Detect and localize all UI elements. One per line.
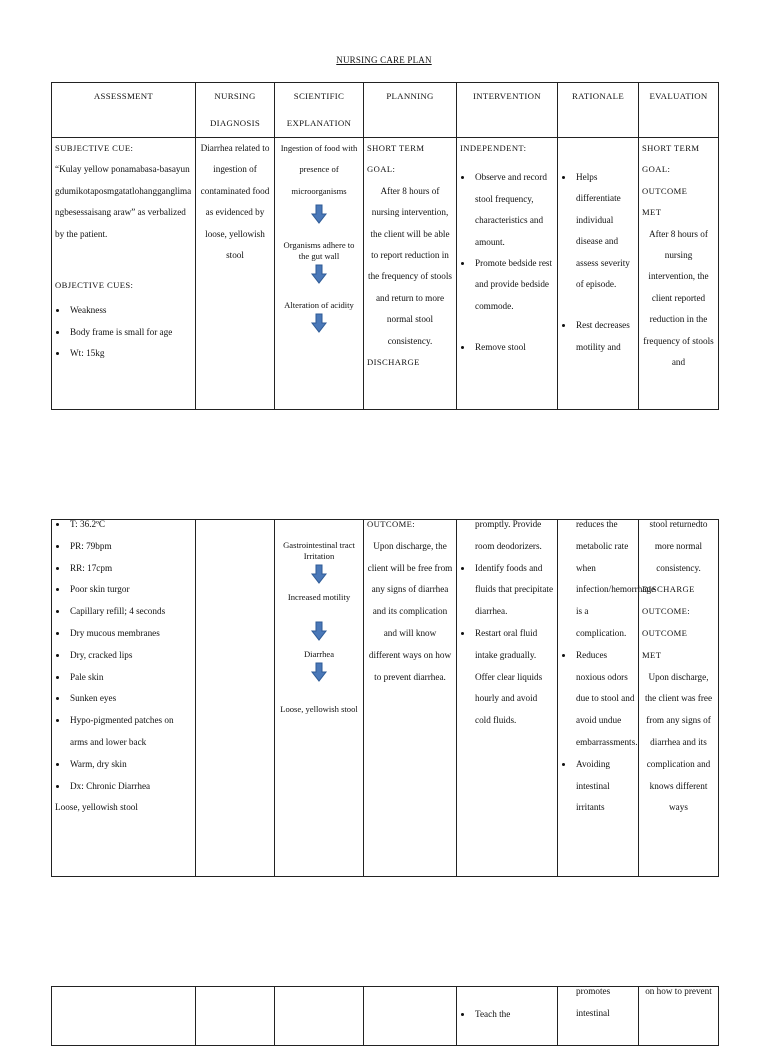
evaluation-text: After 8 hours of nursing intervention, the client reported reduction in the frequency of stools and	[643, 228, 714, 368]
rationale-cell	[558, 138, 639, 410]
list-item: • RR: 17cpm	[68, 558, 192, 580]
list-item: • Teach the	[473, 1004, 554, 1026]
rationale-list	[561, 167, 635, 358]
planning-cell	[364, 138, 457, 410]
discharge-label: DISCHARGE	[367, 357, 420, 368]
evaluation-cell	[639, 520, 719, 877]
eval-label: SHORT TERM	[642, 143, 700, 153]
subjective-cue-label: SUBJECTIVE CUE:	[55, 143, 134, 153]
header-assessment: ASSESSMENT	[52, 83, 196, 138]
diagnosis-cell	[196, 138, 275, 410]
planning-outcome-text: Upon discharge, the client will be free from any signs of diarrhea and its complication and will know different ways on how to prevent diarrhea.	[367, 540, 453, 682]
planning-cell	[364, 520, 457, 877]
down-arrow-icon	[312, 205, 326, 223]
eval-label: MET	[642, 207, 662, 218]
assessment-cell	[52, 138, 196, 410]
list-item: • Capillary refill; 4 seconds	[68, 601, 192, 623]
sci-step: Ingestion of food with presence of microorganisms	[280, 143, 358, 196]
eval-label: OUTCOME:	[642, 606, 691, 617]
eval-label: MET	[642, 649, 662, 660]
list-item: • Dry mucous membranes	[68, 623, 192, 645]
list-item: • T: 36.2ºC	[68, 514, 192, 536]
table-row	[52, 987, 719, 1046]
list-item: • Wt: 15kg	[68, 343, 192, 364]
list-item: • Pale skin	[68, 667, 192, 689]
list-item: • Identify foods and fluids that precipitate diarrhea.	[473, 558, 554, 623]
rationale-list	[561, 645, 638, 819]
list-item: • Remove stool	[473, 337, 554, 358]
list-item: • Hypo-pigmented patches on arms and lower back	[68, 710, 192, 754]
down-arrow-icon	[312, 314, 326, 332]
intervention-lead: promptly. Provide room deodorizers.	[475, 519, 542, 551]
diagnosis-cell-empty	[196, 987, 275, 1046]
list-item: • Avoiding intestinal irritants	[574, 754, 635, 819]
list-item: • Dry, cracked lips	[68, 645, 192, 667]
list-item: • Warm, dry skin	[68, 754, 192, 776]
rationale-cell	[558, 519, 656, 877]
intervention-cell	[457, 520, 558, 877]
sci-step: Gastrointestinal tract Irritation	[283, 540, 355, 561]
list-item: • Helps differentiate individual disease and assess severity of episode.	[574, 167, 635, 295]
short-term-goal-label: SHORT TERM GOAL:	[367, 143, 425, 175]
list-item: • Promote bedside rest and provide bedside commode.	[473, 253, 554, 317]
evaluation-cell	[639, 987, 719, 1046]
evaluation-text: Upon discharge, the client was free from any signs of diarrhea and its complication and knows different ways	[644, 671, 713, 813]
outcome-label: OUTCOME:	[367, 519, 416, 529]
list-item: • Observe and record stool frequency, characteristics and amount.	[473, 167, 554, 253]
subjective-quote: “Kulay yellow ponamabasa-basayungdumikotaposmgatatlohangganglimangbesessaisang araw” as verbalized by the patient.	[55, 164, 192, 239]
independent-label: INDEPENDENT:	[460, 143, 527, 153]
list-item: • Dx: Chronic Diarrhea	[68, 776, 192, 798]
scientific-cell-empty	[275, 987, 364, 1046]
header-scientific-explanation: SCIENTIFIC EXPLANATION	[275, 83, 364, 138]
down-arrow-icon	[312, 265, 326, 283]
sci-step: Increased motility	[287, 592, 351, 602]
evaluation-cell	[639, 138, 719, 410]
rationale-cell	[558, 987, 639, 1046]
down-arrow-icon	[312, 622, 326, 640]
down-arrow-icon	[312, 565, 326, 583]
sci-step: Alteration of acidity	[284, 300, 354, 311]
list-item: • Body frame is small for age	[68, 322, 192, 343]
eval-label: OUTCOME	[642, 627, 688, 638]
objective-cues-list	[55, 300, 192, 364]
diagnosis-cell-empty	[196, 520, 275, 877]
diagnosis-text: Diarrhea related to ingestion of contaminated food as evidenced by loose, yellowish stool	[200, 143, 270, 261]
sci-step: Diarrhea	[303, 649, 335, 659]
scientific-cell	[275, 520, 364, 877]
assessment-tail: Loose, yellowish stool	[55, 802, 138, 813]
care-plan-table-1	[51, 82, 719, 410]
intervention-cell	[457, 987, 558, 1046]
evaluation-lead: on how to prevent	[645, 986, 712, 996]
list-item: • Poor skin turgor	[68, 579, 192, 601]
table-row	[52, 138, 719, 410]
document-title: NURSING CARE PLAN	[336, 55, 432, 65]
header-row	[52, 83, 719, 138]
short-term-goal-text: After 8 hours of nursing intervention, the client will be able to report reduction in the frequency of stools and return to more normal stool consistency.	[368, 185, 452, 346]
down-arrow-icon	[312, 663, 326, 681]
list-item: • Reduces noxious odors due to stool and avoid undue embarrassments.	[574, 645, 635, 754]
rationale-lead: promotes intestinal	[576, 986, 611, 1018]
vital-signs-list	[55, 514, 192, 797]
header-planning: PLANNING	[364, 83, 457, 138]
intervention-list	[460, 1004, 554, 1026]
planning-cell-empty	[364, 987, 457, 1046]
list-item: • Restart oral fluid intake gradually. Offer clear liquids hourly and avoid cold fluids.	[473, 623, 554, 732]
list-item: • Rest decreases motility and	[574, 315, 635, 358]
scientific-cell	[275, 138, 364, 410]
intervention-list	[460, 167, 554, 358]
list-item: • PR: 79bpm	[68, 536, 192, 558]
table-row	[52, 520, 719, 877]
intervention-cell	[457, 138, 558, 410]
rationale-lead: reduces the metabolic rate when infection/hemorrhage is a complication.	[576, 519, 656, 638]
list-item: • Weakness	[68, 300, 192, 321]
assessment-cell	[52, 520, 196, 877]
header-nursing-diagnosis: NURSING DIAGNOSIS	[196, 83, 275, 138]
header-evaluation: EVALUATION	[639, 83, 719, 138]
care-plan-table-3	[51, 986, 719, 1046]
intervention-list	[460, 558, 554, 732]
evaluation-lead: stool returnedto more normal consistency.	[649, 519, 708, 573]
sci-step: Organisms adhere to the gut wall	[283, 240, 355, 262]
assessment-cell-empty	[52, 987, 196, 1046]
eval-label: GOAL:	[642, 164, 671, 175]
list-item: • Sunken eyes	[68, 688, 192, 710]
eval-label: DISCHARGE	[642, 584, 695, 595]
eval-label: OUTCOME	[642, 185, 688, 196]
header-intervention: INTERVENTION	[457, 83, 558, 138]
header-rationale: RATIONALE	[558, 83, 639, 138]
sci-step: Loose, yellowish stool	[280, 704, 358, 714]
objective-cues-label: OBJECTIVE CUES:	[55, 280, 134, 291]
care-plan-table-2	[51, 519, 719, 877]
